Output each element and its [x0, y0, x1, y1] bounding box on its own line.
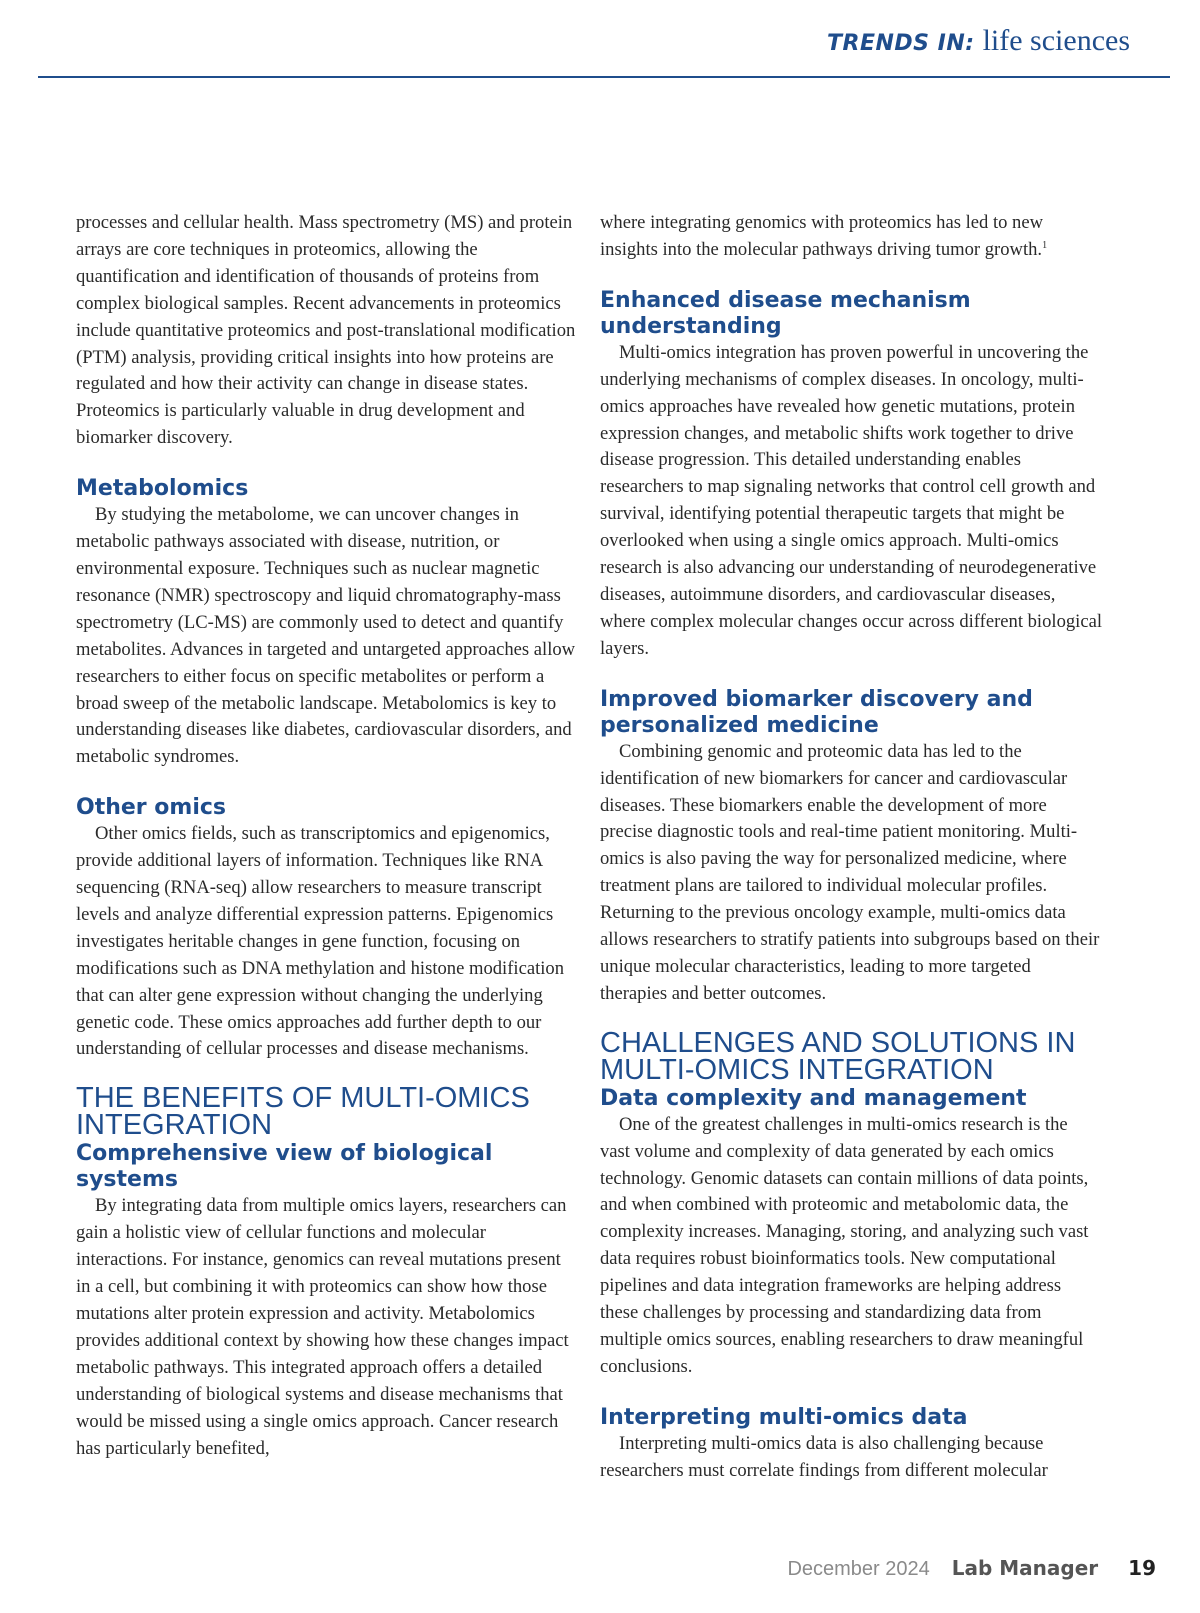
paragraph-cancer-continued [600, 210, 1102, 264]
reference-marker: 1 [1042, 239, 1048, 251]
heading-enhanced-disease: Enhanced disease mechanism understanding [600, 287, 971, 339]
heading-comprehensive-view: Comprehensive view of biological systems [76, 1141, 493, 1193]
page-number: 19 [1128, 1556, 1156, 1580]
right-column [600, 210, 1102, 1485]
section-name: life sciences [982, 24, 1130, 57]
paragraph-other-omics: Other omics fields, such as transcriptomics and epigenomics, provide additional layers of information. Techniques like RNA sequencing (RNA-seq) allow researchers to measure transcript levels and analyze differential expression patterns. Epigenomics investigates heritable changes in gene function, focusing on modifications such as DNA methylation and histone modification that can alter gene expression without changing the underlying genetic code. These omics approaches add further depth to our understanding of cellular processes and disease mechanisms. [76, 823, 565, 1060]
issue-date: December 2024 [787, 1558, 930, 1580]
page-header [38, 18, 1170, 78]
magazine-name: Lab Manager [951, 1556, 1099, 1580]
paragraph-data-complexity: One of the greatest challenges in multi-omics research is the vast volume and complexity of data generated by each omics technology. Genomic datasets can contain millions of data points, and when combined with proteomic and metabolomic data, the complexity increases. Managing, storing, and analyzing such vast data requires robust bioinformatics tools. New computational pipelines and data integration frameworks are helping address these challenges by processing and standardizing data from multiple omics sources, enabling researchers to draw meaningful conclusions. [600, 1113, 1089, 1377]
paragraph-proteomics-continued: processes and cellular health. Mass spectrometry (MS) and protein arrays are core techniques in proteomics, allowing the quantification and identification of thousands of proteins from complex biological samples. Recent advancements in proteomics include quantitative proteomics and post-translational modification (PTM) analysis, providing critical insights into how proteins are regulated and how their activity can change in disease states. Proteomics is particularly valuable in drug development and biomarker discovery. [76, 212, 576, 449]
paragraph-interpreting-data: Interpreting multi-omics data is also challenging because researchers must correlate findings from different molecular [600, 1432, 1048, 1481]
cancer-continued-text: where integrating genomics with proteomics has led to new insights into the molecular pathways driving tumor growth. [600, 212, 1044, 260]
heading-biomarker-discovery: Improved biomarker discovery and personalized medicine [600, 686, 1033, 738]
paragraph-comprehensive-view: By integrating data from multiple omics layers, researchers can gain a holistic view of cellular functions and molecular interactions. For instance, genomics can reveal mutations present in a cell, but combining it with proteomics can show how those mutations alter protein expression and activity. Metabolomics provides additional context by showing how these changes impact metabolic pathways. This integrated approach offers a detailed understanding of biological systems and disease mechanisms that would be missed using a single omics approach. Cancer research has particularly benefited, [76, 1195, 569, 1459]
heading-data-complexity: Data complexity and management [600, 1085, 1027, 1111]
left-column [76, 210, 576, 1462]
heading-other-omics: Other omics [76, 795, 227, 821]
paragraph-biomarker-discovery: Combining genomic and proteomic data has led to the identification of new biomarkers for cancer and cardiovascular diseases. These biomarkers enable the development of more precise diagnostic tools and real-time patient monitoring. Multi-omics is also paving the way for personalized medicine, where treatment plans are tailored to individual molecular profiles. Returning to the previous oncology example, multi-omics data allows researchers to stratify patients into subgroups based on their unique molecular characteristics, leading to more targeted therapies and better outcomes. [600, 740, 1100, 1004]
heading-benefits: THE BENEFITS OF MULTI-OMICS INTEGRATION [76, 1082, 530, 1142]
heading-challenges: CHALLENGES AND SOLUTIONS IN MULTI-OMICS INTEGRATION [600, 1026, 1076, 1086]
heading-metabolomics: Metabolomics [76, 476, 249, 502]
paragraph-enhanced-disease: Multi-omics integration has proven powerful in uncovering the underlying mechanisms of complex diseases. In oncology, multi-omics approaches have revealed how genetic mutations, protein expression changes, and metabolic shifts work together to drive disease progression. This detailed understanding enables researchers to map signaling networks that control cell growth and survival, identifying potential therapeutic targets that might be overlooked when using a single omics approach. Multi-omics research is also advancing our understanding of neurodegenerative diseases, autoimmune disorders, and cardiovascular diseases, where complex molecular changes occur across different biological layers. [600, 341, 1102, 659]
heading-interpreting-data: Interpreting multi-omics data [600, 1404, 968, 1430]
page-footer [787, 1556, 1156, 1581]
section-brand [827, 24, 1130, 58]
paragraph-metabolomics: By studying the metabolome, we can uncover changes in metabolic pathways associated with disease, nutrition, or environmental exposure. Techniques such as nuclear magnetic resonance (NMR) spectroscopy and liquid chromatography-mass spectrometry (LC-MS) are commonly used to detect and quantify metabolites. Advances in targeted and untargeted approaches allow researchers to either focus on specific metabolites or perform a broad sweep of the metabolic landscape. Metabolomics is key to understanding diseases like diabetes, cardiovascular disorders, and metabolic syndromes. [76, 504, 576, 768]
trends-in-tag: TRENDS IN: [827, 31, 975, 56]
